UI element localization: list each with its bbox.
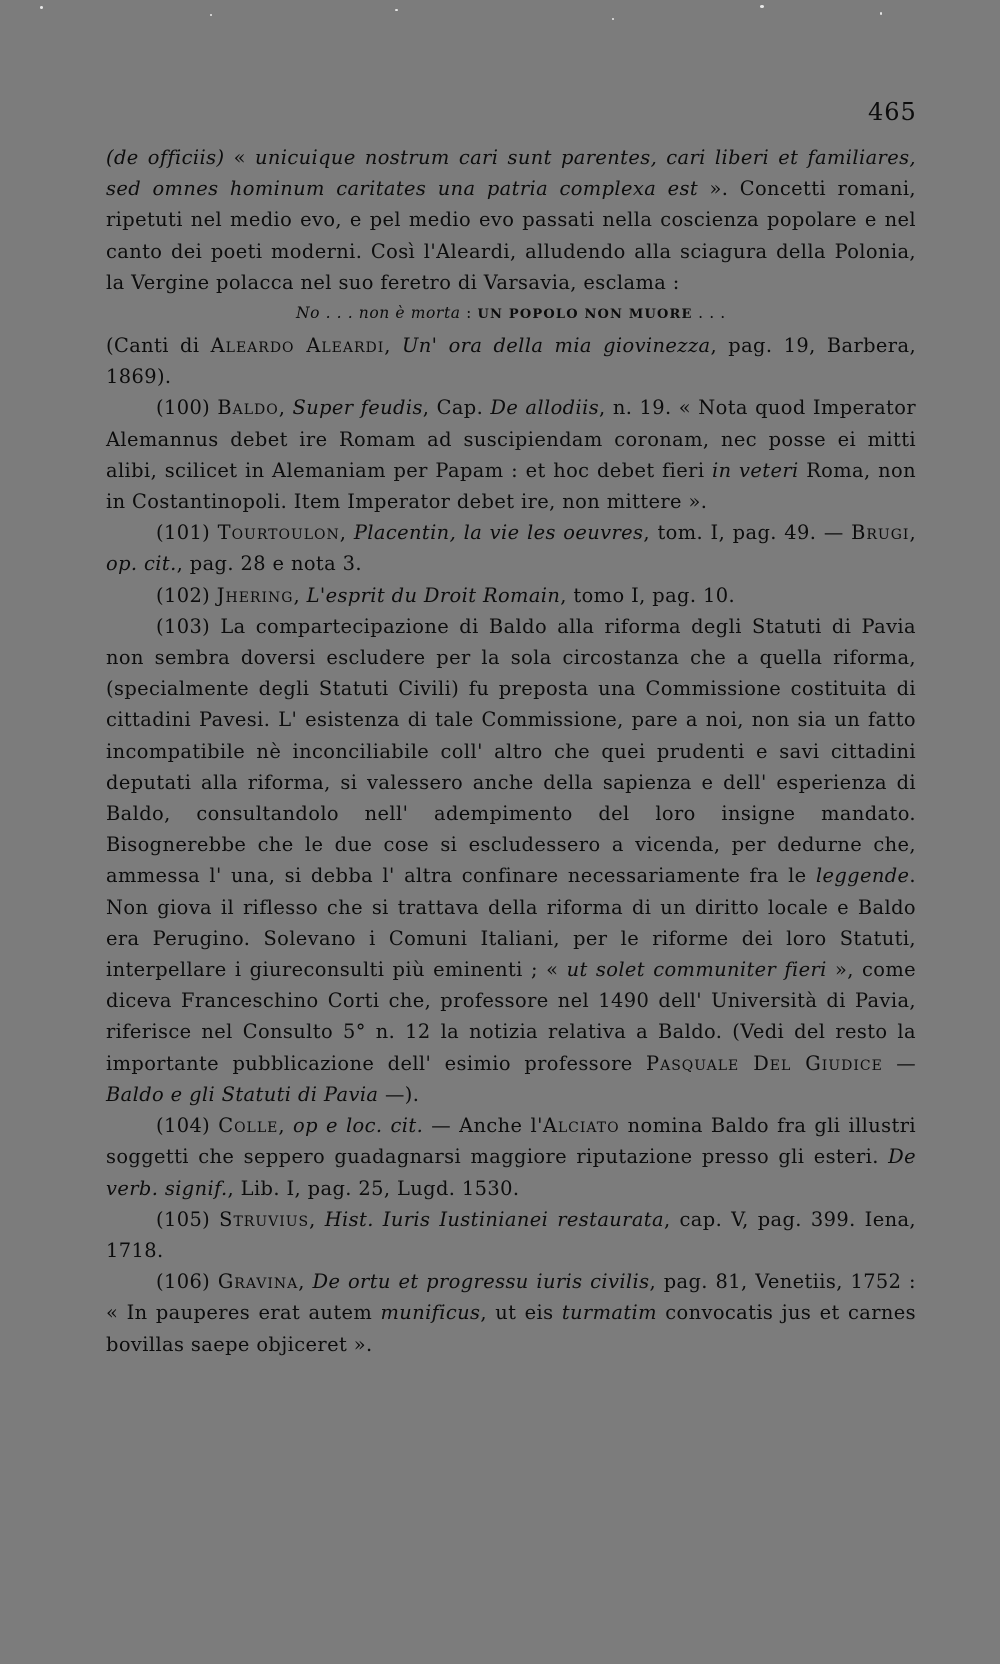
text-span: , — [309, 1207, 325, 1231]
scan-speck — [210, 14, 212, 16]
text-span: , — [909, 521, 917, 545]
text-span: UN POPOLO NON MUORE — [477, 307, 693, 323]
work-title: De allodiis — [490, 396, 600, 420]
page-number: 465 — [868, 98, 917, 126]
text-span: : — [460, 304, 478, 323]
text-span: unicuique nostrum cari sunt parentes, cari liberi et familiares, sed omnes hominum caritates una patria complexa est — [106, 146, 916, 201]
scan-speck — [395, 9, 398, 11]
scan-speck — [612, 18, 614, 20]
footnote-102 — [106, 580, 916, 611]
text-span: , Lib. I, pag. 25, Lugd. 1530. — [227, 1176, 520, 1200]
work-title: Baldo e gli Statuti di Pavia — [106, 1082, 379, 1106]
text-span: », come diceva Franceschino Corti che, professore nel 1490 dell' Università di Pavia, riferisce nel Consulto 5° n. 12 la notizia relativa a Baldo. (Vedi del resto la importante pubblicazione dell' esimio professore — [106, 958, 917, 1075]
text-span: (Canti di — [106, 334, 211, 358]
footnote-number: (105) — [156, 1207, 220, 1231]
footnote-105 — [106, 1204, 916, 1266]
author-name: Struvius — [219, 1207, 310, 1231]
text-span: , cap. V, pag. 399. Iena, 1718. — [106, 1207, 916, 1262]
text-span: « — [224, 146, 255, 169]
author-name: Colle — [218, 1114, 279, 1138]
text-span: op e loc. cit. — [293, 1114, 424, 1138]
work-title: De verb. signif. — [106, 1145, 916, 1200]
scan-speck — [880, 12, 882, 15]
text-span: . . . — [692, 304, 726, 323]
text-span: , — [384, 334, 403, 358]
text-span: No . . . non è morta — [296, 304, 461, 323]
paragraph-citation — [106, 330, 916, 392]
footnote-101 — [106, 517, 916, 579]
work-title: L'esprit du Droit Romain — [306, 583, 561, 607]
author-name: Pasquale Del Giudice — [646, 1051, 883, 1075]
text-span: , — [339, 521, 354, 545]
text-span: Roma, non in Costantinopoli. Item Imperator debet ire, non mittere ». — [106, 458, 916, 514]
footnote-103 — [106, 611, 916, 1110]
footnote-106 — [106, 1266, 916, 1360]
footnote-number: (106) — [156, 1270, 218, 1294]
footnote-100 — [106, 392, 916, 517]
footnote-number: (101) — [156, 521, 218, 545]
text-span: (de officiis) — [106, 146, 225, 169]
text-span: , pag. 28 e nota 3. — [176, 552, 362, 576]
text-span: —). — [378, 1082, 420, 1106]
text-span: , pag. 19, Barbera, 1869). — [106, 334, 917, 389]
text-span: in veteri — [712, 458, 799, 482]
text-span: munificus — [380, 1301, 481, 1325]
footnote-number-and-text: (103) La compartecipazione di Baldo alla riforma degli Statuti di Pavia non sembra doversi escludere per la sola circostanza che a quella riforma, (specialmente degli Statuti Civili) fu preposta una Commissione costituita di cittadini Pavesi. L' esistenza di tale Commissione, pare a noi, non sia un fatto incompatibile nè inconciliabile coll' altro che quei prudenti e savi cittadini deputati alla riforma, si valessero anche della sapienza e dell' esperienza di Baldo, consultandolo nell' adempimento del loro insigne mandato. Bisognerebbe che le due cose si escludessero a vicenda, per dedurne che, ammessa l' una, si debba l' altra confinare necessariamente fra le — [106, 614, 916, 888]
text-span: , — [278, 1114, 294, 1138]
author-name: Tourtoulon — [217, 521, 340, 545]
author-name: Aleardo Aleardi — [210, 334, 385, 358]
scan-speck — [40, 6, 43, 9]
work-title: Super feudis — [292, 396, 423, 420]
text-span: — — [882, 1051, 916, 1075]
text-span: , n. 19. « Nota quod Imperator Alemannus debet ire Romam ad suscipiendam coronam, nec posse ei mitti alibi, scilicet in Alemaniam per Papam : et hoc debet fieri — [106, 396, 916, 482]
work-title: Un' ora della mia giovinezza — [402, 334, 711, 358]
author-name: Brugi — [851, 521, 910, 545]
work-title: De ortu et progressu iuris civilis — [312, 1270, 650, 1294]
text-span: , — [278, 396, 293, 420]
text-span: leggende — [815, 864, 910, 888]
text-span: , tomo I, pag. 10. — [560, 583, 736, 607]
footnote-104 — [106, 1110, 916, 1204]
footnote-number: (102) — [156, 583, 217, 607]
text-span: , pag. 81, Venetiis, 1752 : « In pauperes erat autem — [106, 1270, 916, 1325]
text-span: . Non giova il riflesso che si trattava della riforma di un diritto locale e Baldo era Perugino. Solevano i Comuni Italiani, per le riforme dei loro Statuti, interpellare i giureconsulti più eminenti ; « — [106, 864, 916, 982]
verse-quote — [106, 298, 916, 330]
text-span: — Anche l' — [423, 1114, 543, 1138]
text-span: op. cit. — [106, 552, 177, 576]
work-title: Hist. Iuris Iustinianei restaurata — [324, 1207, 664, 1231]
work-title: Placentin, la vie les oeuvres — [353, 521, 644, 545]
text-span: ». Concetti romani, ripetuti nel medio evo, e pel medio evo passati nella coscienza popolare e nel canto dei poeti moderni. Così l'Aleardi, alludendo alla sciagura della Polonia, la Vergine polacca nel suo feretro di Varsavia, esclama : — [106, 177, 916, 294]
text-span: , — [298, 1270, 313, 1294]
footnote-number: (100) — [156, 396, 218, 420]
footnote-number: (104) — [156, 1114, 219, 1138]
text-span: , tom. I, pag. 49. — — [643, 521, 852, 545]
paragraph-intro — [106, 142, 916, 298]
author-name: Jhering — [216, 583, 294, 607]
text-span: , ut eis — [480, 1301, 562, 1325]
text-span: , — [293, 583, 307, 607]
text-span: turmatim — [561, 1301, 657, 1325]
text-span: , Cap. — [422, 396, 491, 420]
author-name: Alciato — [542, 1114, 620, 1138]
page-text — [106, 142, 916, 1360]
author-name: Gravina — [217, 1270, 299, 1294]
author-name: Baldo — [217, 396, 279, 420]
text-span: nomina Baldo fra gli illustri soggetti che seppero guadagnarsi maggiore riputazione presso gli esteri. — [106, 1114, 916, 1169]
text-span: convocatis jus et carnes bovillas saepe objiceret ». — [106, 1301, 916, 1356]
scan-speck — [760, 5, 764, 8]
text-span: ut solet communiter fieri — [566, 958, 827, 982]
